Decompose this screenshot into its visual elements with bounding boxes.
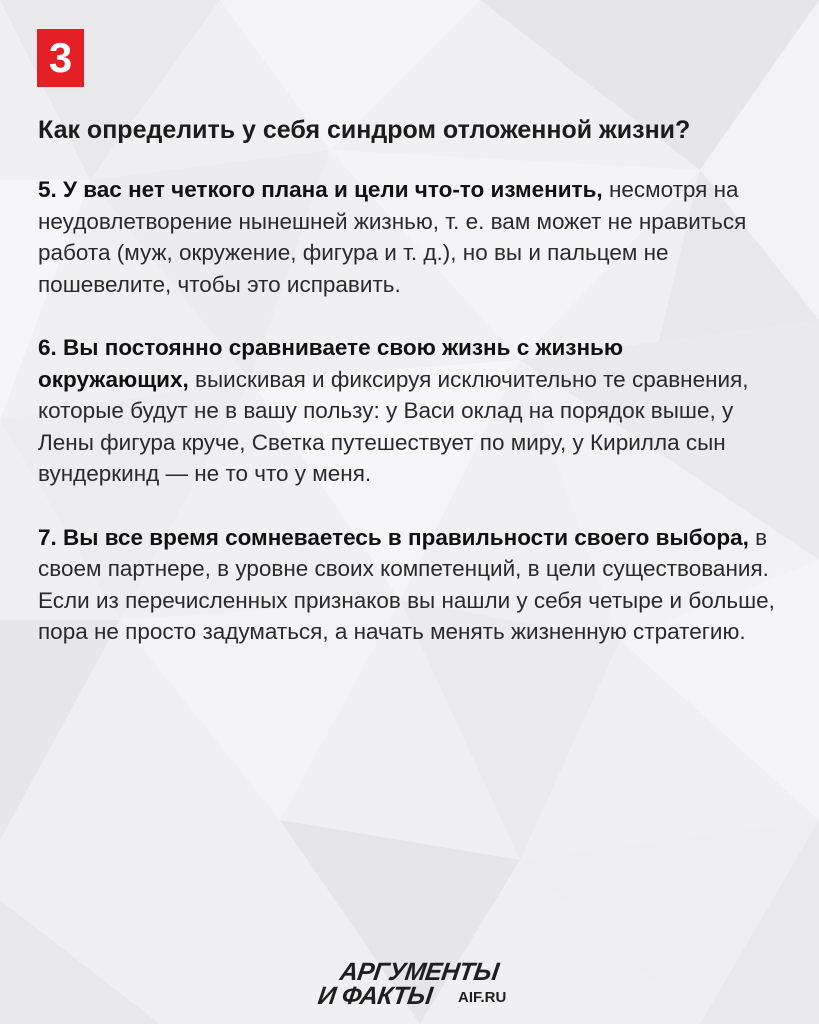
aif-logo — [318, 958, 523, 1008]
item-lead: 5. У вас нет четкого плана и цели что-то изменить, — [38, 177, 603, 202]
list-item-5 — [38, 174, 778, 300]
conclusion-text: Если из перечисленных признаков вы нашли у себя четыре и больше, пора не просто задуматься, а начать менять жизненную стратегию. — [38, 587, 775, 644]
page-number-badge: 3 — [37, 29, 84, 87]
logo-line-1: АРГУМЕНТЫ — [338, 958, 501, 986]
item-lead: 7. Вы все время сомневаетесь в правильности своего выбора, — [38, 524, 749, 550]
item-text: выискивая и фиксируя исключительно те сравнения, которые будут не в вашу пользу: у Васи оклад на порядок выше, у Лены фигура круче, Светка путешествует по миру, у Кирилла сын вундеркинд — не то что у меня. — [38, 366, 749, 486]
item-lead: 6. Вы постоянно сравниваете свою жизнь с жизнью окружающих, — [38, 335, 624, 392]
page-title: Как определить у себя синдром отложенной жизни? — [38, 116, 691, 144]
list-item-6 — [38, 332, 778, 490]
list-item-7 — [38, 522, 778, 585]
logo-site: AIF.RU — [458, 989, 507, 1006]
article-body — [38, 112, 778, 648]
item-text: несмотря на неудовлетворение нынешней жизнью, т. е. вам может не нравиться работа (муж, окружение, фигура и т. д.), но вы и пальцем не пошевелите, чтобы это исправить. — [38, 177, 747, 297]
logo-line-2: И ФАКТЫ — [316, 982, 435, 1010]
item-text: в своем партнере, в уровне своих компетенций, в цели существования. — [38, 524, 769, 581]
